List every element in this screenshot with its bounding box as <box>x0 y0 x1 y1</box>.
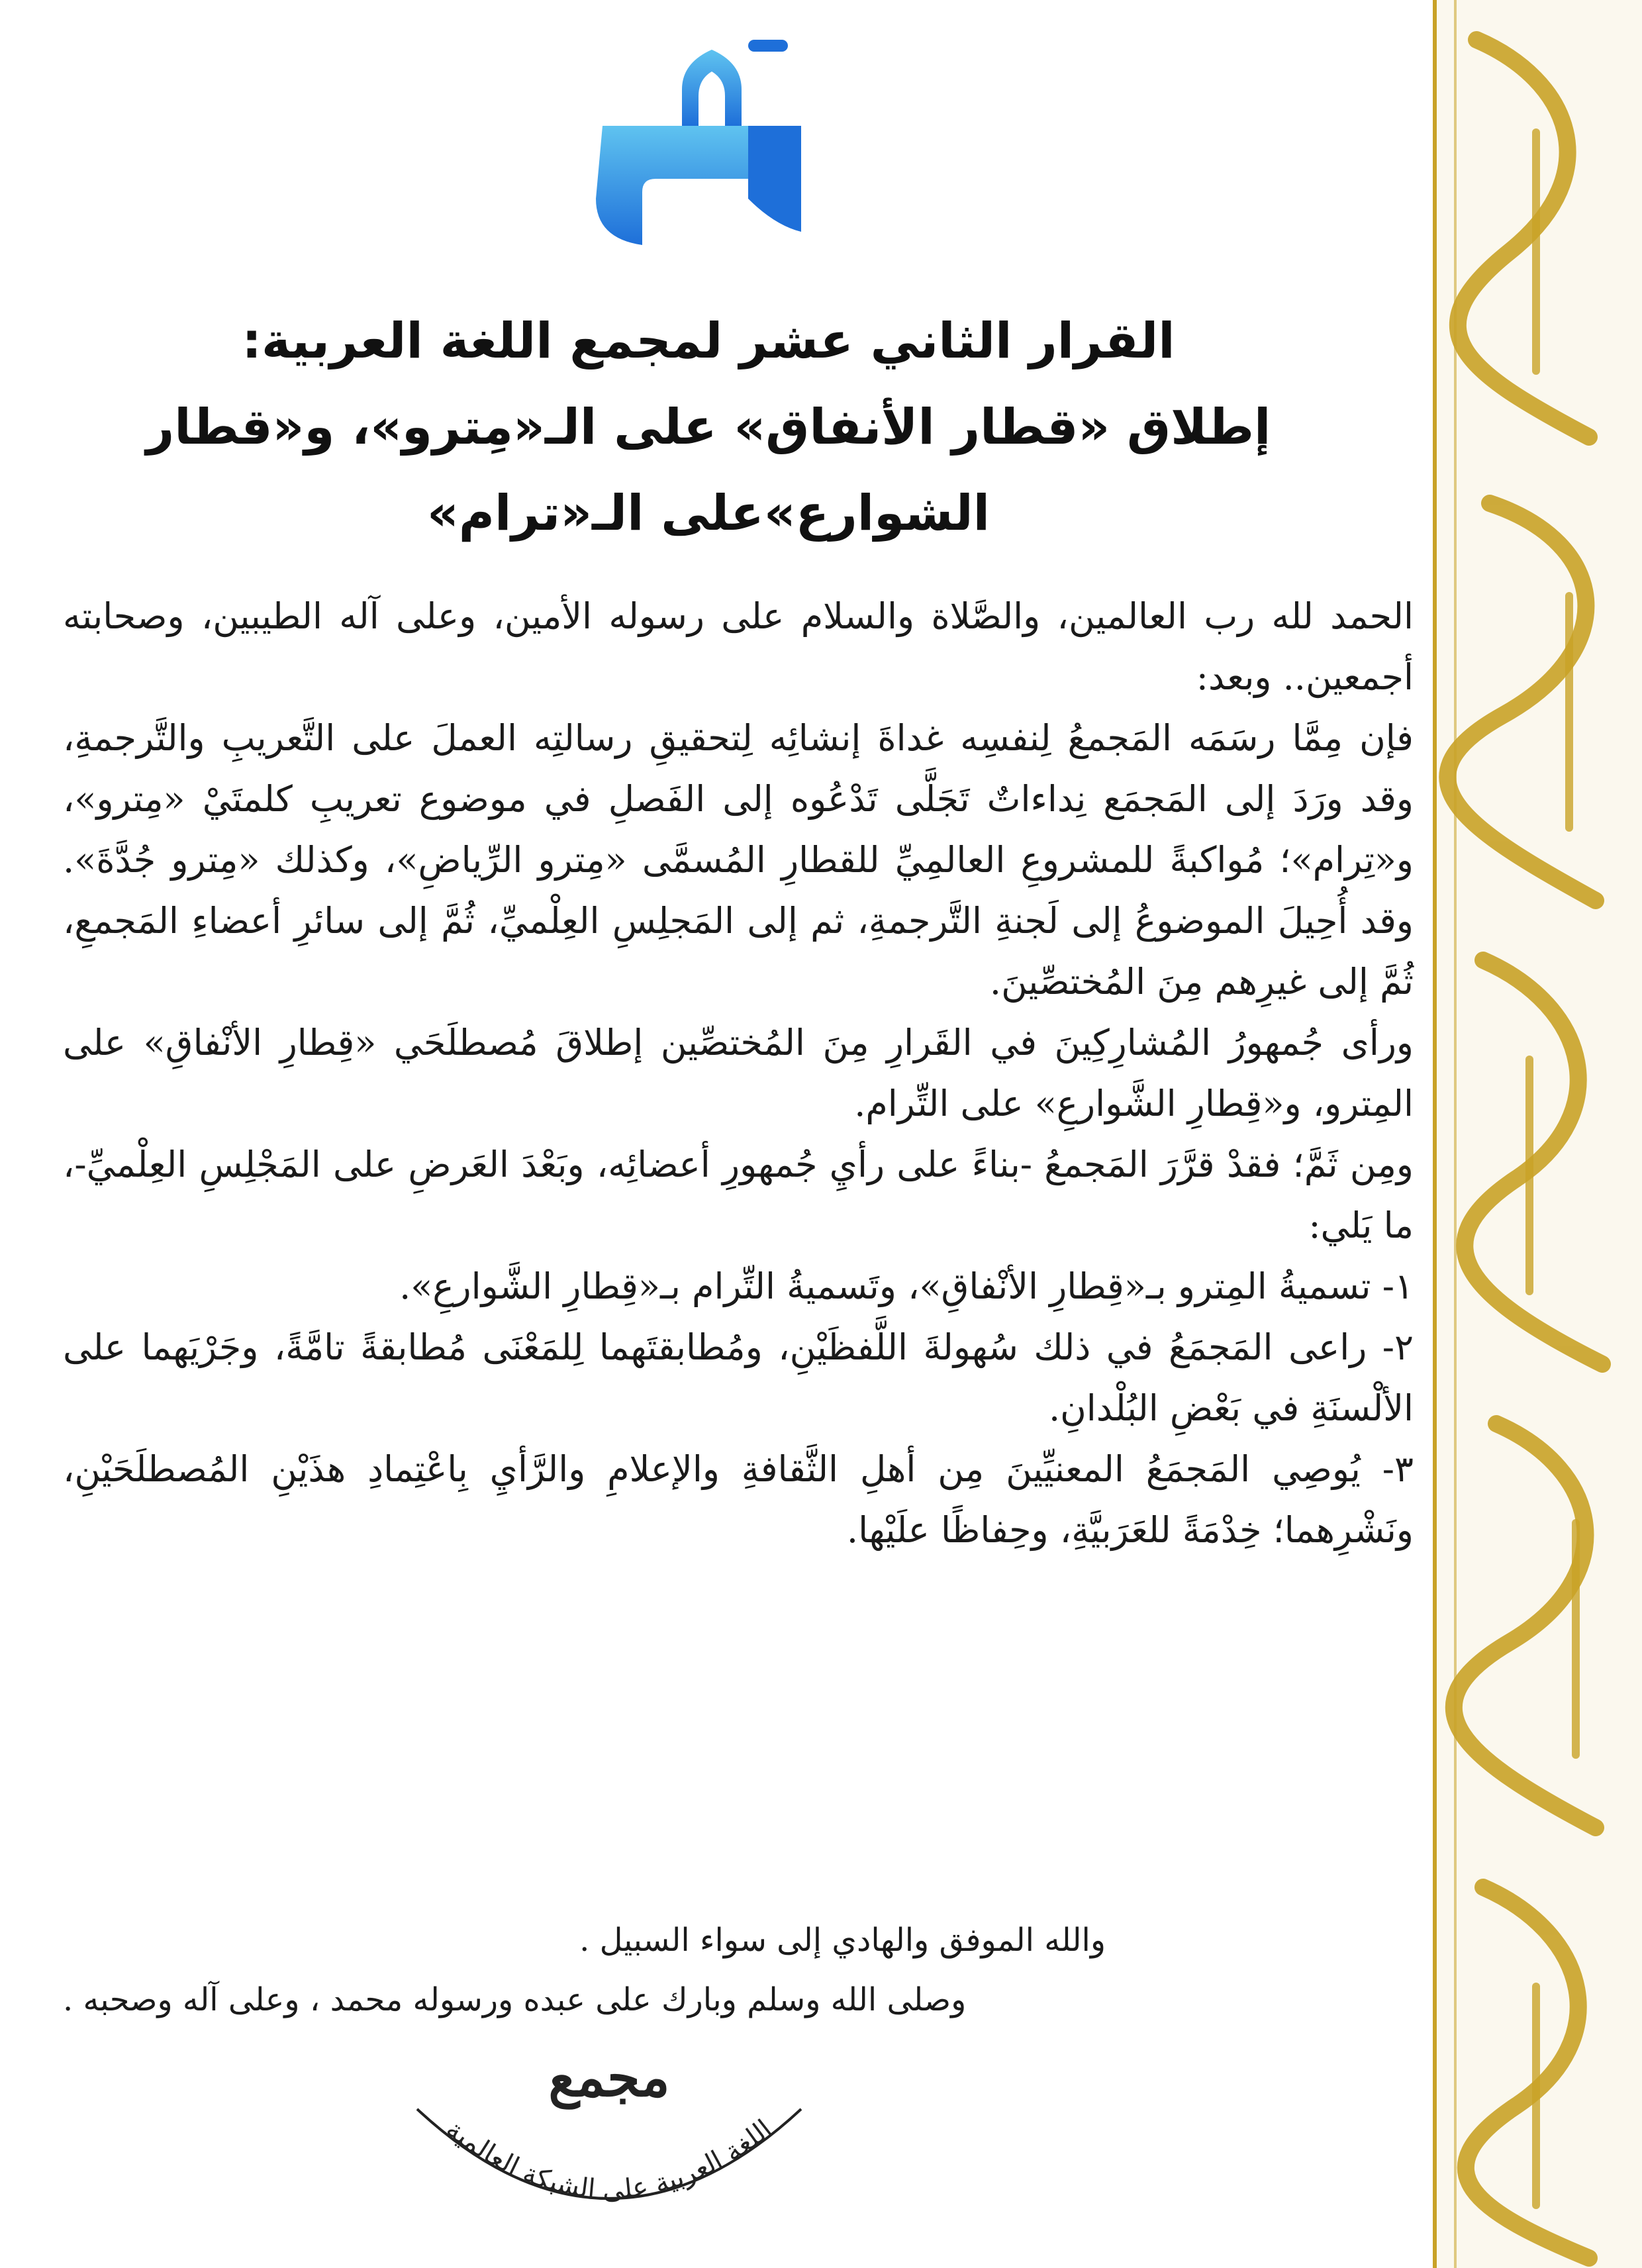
decision-item: ٣- يُوصِي المَجمَعُ المعنيِّينَ مِن أهلِ الثَّقافةِ والإعلامِ والرَّأيِ بِاعْتِمادِ هذَيْنِ المُصطلَحَيْنِ، ونَشْرِهما؛ خِدْمَةً للعَرَبيَّةِ، وحِفاظًا علَيْها. <box>63 1448 1414 1551</box>
decision-body <box>63 586 1414 1561</box>
calligraphy-ornament-icon <box>1437 0 1642 2268</box>
academy-logo-icon <box>583 26 821 265</box>
opinion-paragraph: ورأى جُمهورُ المُشارِكِينَ في القَرارِ مِنَ المُختصِّين إطلاقَ مُصطلَحَي «قِطارِ الأنْفاقِ» على المِترو، و«قِطارِ الشَّوارعِ» على التِّرام. <box>63 1022 1414 1124</box>
opening-paragraph: الحمد لله رب العالمين، والصَّلاة والسلام على رسوله الأمين، وعلى آله الطيبين، وصحابته أجمعين.. وبعد: <box>63 595 1414 698</box>
title-line: الشوارع»على الـ«ترام» <box>426 485 990 542</box>
decision-intro-paragraph: ومِن ثَمَّ؛ فقدْ قرَّرَ المَجمعُ -بناءً على رأيِ جُمهورِ أعضائِه، وبَعْدَ العَرضِ على المَجْلِسِ العِلْميِّ-، ما يَلي: <box>63 1144 1414 1246</box>
page-title <box>79 298 1337 556</box>
decorative-side-border <box>1433 0 1642 2268</box>
decision-item: ٢- راعى المَجمَعُ في ذلك سُهولةَ اللَّفظَيْنِ، ومُطابقتَهما لِلمَعْنَى مُطابقةً تامَّةً، وجَرْيَهما على الألْسنَةِ في بَعْضِ البُلْدانِ. <box>63 1326 1414 1429</box>
background-paragraph: فإن مِمَّا رسَمَه المَجمعُ لِنفسِه غداةَ إنشائِه لِتحقيقِ رسالتِه العملَ على التَّعريبِ والتَّرجمةِ، وقد ورَدَ إلى المَجمَع نِداءاتٌ تَجَلَّى تَدْعُوه إلى الفَصلِ في موضوع تعريبِ كلمتَيْ «مِترو»، و«تِرام»؛ مُواكبةً للمشروعِ العالمِيِّ للقطارِ المُسمَّى «مِترو الرِّياضِ»، وكذلك «مِترو جُدَّةَ». وقد أُحِيلَ الموضوعُ إلى لَجنةِ التَّرجمةِ، ثم إلى المَجلِسِ العِلْميِّ، ثُمَّ إلى سائرِ أعضاءِ المَجمعِ، ثُمَّ إلى غيرِهم مِنَ المُختصِّينَ. <box>63 717 1414 1003</box>
seal-subtitle: اللغة العربية على الشبكة العالمية <box>440 2114 778 2206</box>
title-line: القرار الثاني عشر لمجمع اللغة العربية: <box>242 313 1175 370</box>
academy-seal-logo <box>371 2036 847 2255</box>
seal-title: مجمع <box>548 2046 670 2108</box>
closing-line: والله الموفق والهادي إلى سواء السبيل . <box>579 1922 1106 1959</box>
svg-text:اللغة العربية على الشبكة العال <box>440 2114 778 2205</box>
title-line: إطلاق «قطار الأنفاق» على الـ«مِترو»، و«قطار <box>146 399 1271 456</box>
closing-blessing: وصلى الله وسلم وبارك على عبده ورسوله محمد ، وعلى آله وصحبه . <box>63 1981 967 2018</box>
decision-item: ١- تسميةُ المِترو بـ«قِطارِ الأنْفاقِ»، وتَسميةُ التِّرام بـ«قِطارِ الشَّوارعِ». <box>399 1265 1414 1307</box>
